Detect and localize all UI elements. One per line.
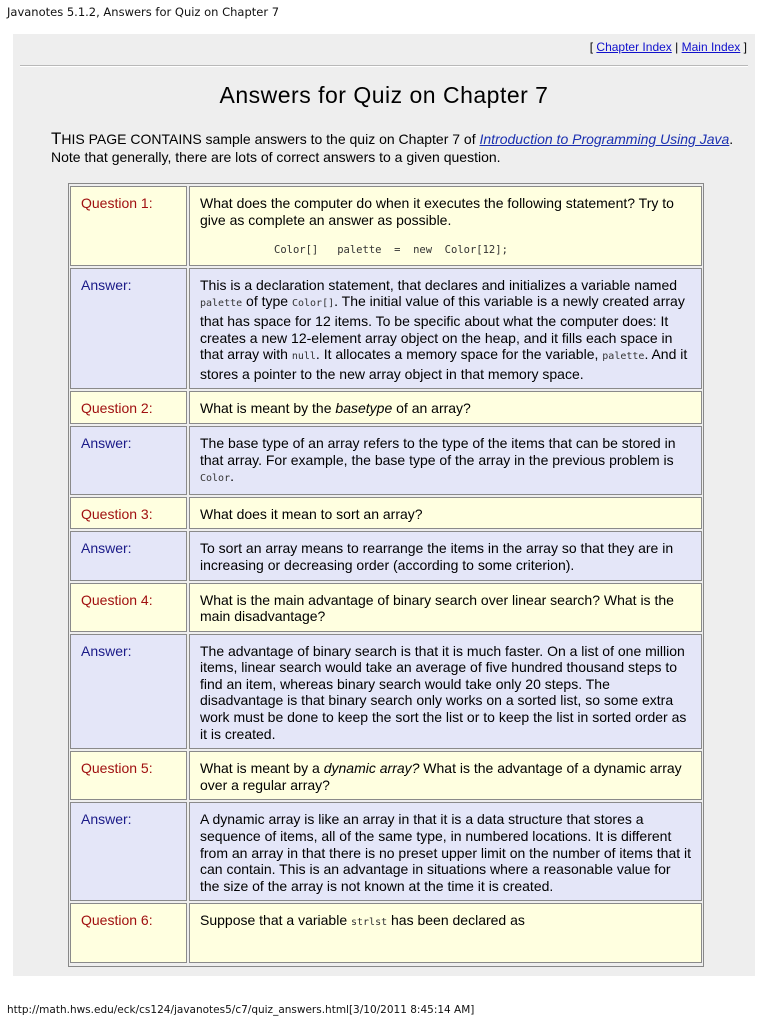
nav-bracket-open: [ xyxy=(589,40,594,54)
intro-drop-cap: T xyxy=(51,129,62,148)
answer-label: Answer: xyxy=(70,426,187,495)
question-text xyxy=(189,751,702,800)
answer-text xyxy=(189,268,702,390)
answer-text: To sort an array means to rearrange the items in the array so that they are in increasing or decreasing order (according to some criterion). xyxy=(189,531,702,580)
code-color-array: Color[] xyxy=(291,298,335,310)
top-nav xyxy=(590,40,747,54)
answer-text xyxy=(189,426,702,495)
answer-row-5 xyxy=(70,802,702,901)
code-color: Color xyxy=(200,473,231,485)
question-row-5 xyxy=(70,751,702,800)
question-label: Question 4: xyxy=(70,583,187,632)
answer-2-part-2: . xyxy=(230,468,234,485)
chapter-index-link[interactable]: Chapter Index xyxy=(596,40,672,54)
question-2-part-2: of an array? xyxy=(392,400,471,417)
question-label: Question 3: xyxy=(70,497,187,530)
question-text: What is the main advantage of binary search over linear search? What is the main disadvantage? xyxy=(189,583,702,632)
answer-row-3 xyxy=(70,531,702,580)
answer-1-part-5: . And it stores a pointer to the new array object in that memory space. xyxy=(200,346,688,382)
intro-text-1: sample answers to the quiz on Chapter 7 of xyxy=(201,131,480,147)
page-title: Answers for Quiz on Chapter 7 xyxy=(219,82,549,108)
question-row-1 xyxy=(70,186,702,266)
answer-row-2 xyxy=(70,426,702,495)
answer-label: Answer: xyxy=(70,634,187,750)
question-5-part-1: What is meant by a xyxy=(200,760,324,777)
browser-title: Javanotes 5.1.2, Answers for Quiz on Chapter 7 xyxy=(7,5,280,19)
question-6-part-2: has been declared as xyxy=(387,912,525,929)
answer-label: Answer: xyxy=(70,802,187,901)
intro-caps: HIS PAGE CONTAINS xyxy=(61,131,202,147)
question-row-2 xyxy=(70,391,702,424)
question-label: Question 2: xyxy=(70,391,187,424)
main-index-link[interactable]: Main Index xyxy=(681,40,741,54)
question-5-part-2: What is the advantage of a dynamic array over a regular array? xyxy=(200,760,682,793)
question-2-emphasis: basetype xyxy=(335,400,393,417)
question-label: Question 1: xyxy=(70,186,187,266)
question-label: Question 6: xyxy=(70,903,187,963)
answer-1-part-1: This is a declaration statement, that declares and initializes a variable named xyxy=(200,276,678,293)
code-palette: palette xyxy=(200,298,243,310)
answer-1-part-4: . It allocates a memory space for the variable, xyxy=(315,346,603,363)
answer-row-4 xyxy=(70,634,702,750)
question-row-4 xyxy=(70,583,702,632)
qa-table xyxy=(68,183,704,967)
page-content xyxy=(13,34,755,976)
nav-separator: | xyxy=(675,40,679,54)
question-text xyxy=(189,903,702,963)
intro-text-2: . Note that generally, there are lots of correct answers to a given question. xyxy=(51,131,734,165)
answer-1-part-3: . The initial value of this variable is a newly created array that has space for 12 items. To be specific about what the computer does: It creates a new 12-element array object on the heap, and it fills each space in that array with xyxy=(200,293,685,363)
question-row-6 xyxy=(70,903,702,963)
answer-label: Answer: xyxy=(70,531,187,580)
question-5-emphasis: dynamic array? xyxy=(323,760,420,777)
code-null: null xyxy=(291,351,316,363)
answer-2-part-1: The base type of an array refers to the type of the items that can be stored in that array. For example, the base type of the array in the previous problem is xyxy=(200,434,676,468)
book-link[interactable]: Introduction to Programming Using Java xyxy=(479,131,730,147)
answer-label: Answer: xyxy=(70,268,187,390)
question-1-text: What does the computer do when it executes the following statement? Try to give as complete an answer as possible. xyxy=(200,195,674,228)
question-label: Question 5: xyxy=(70,751,187,800)
question-2-part-1: What is meant by the xyxy=(200,400,336,417)
nav-bracket-close: ] xyxy=(743,40,747,54)
answer-text: A dynamic array is like an array in that it is a data structure that stores a sequence of items, all of the same type, in numbered locations. It is different from an array in that there is no preset upper limit on the number of items that it can contain. This is an advantage in situations where a reasonable value for the size of the array is not known at the time it is created. xyxy=(189,802,702,901)
code-block: Color[] palette = new Color[12]; xyxy=(274,244,508,257)
page-url-footer: http://math.hws.edu/eck/cs124/javanotes5/c7/quiz_answers.html[3/10/2011 8:45:14 AM] xyxy=(7,1004,475,1016)
question-text: What does it mean to sort an array? xyxy=(189,497,702,530)
question-row-3 xyxy=(70,497,702,530)
question-6-part-1: Suppose that a variable xyxy=(200,912,351,929)
header-divider xyxy=(20,65,748,67)
intro-paragraph xyxy=(51,130,741,166)
code-palette-2: palette xyxy=(602,351,645,363)
question-text xyxy=(189,391,702,424)
answer-row-1 xyxy=(70,268,702,390)
answer-text: The advantage of binary search is that it is much faster. On a list of one million items, linear search would take an average of five hundred thousand steps to find an item, whereas binary search would take only 20 steps. The disadvantage is that binary search only works on a sorted list, so some extra work must be done to keep the sort the list or to keep the list in sorted order as it is created. xyxy=(189,634,702,750)
code-strlst: strlst xyxy=(351,917,388,929)
answer-1-part-2: of type xyxy=(242,293,292,310)
question-text xyxy=(189,186,702,266)
